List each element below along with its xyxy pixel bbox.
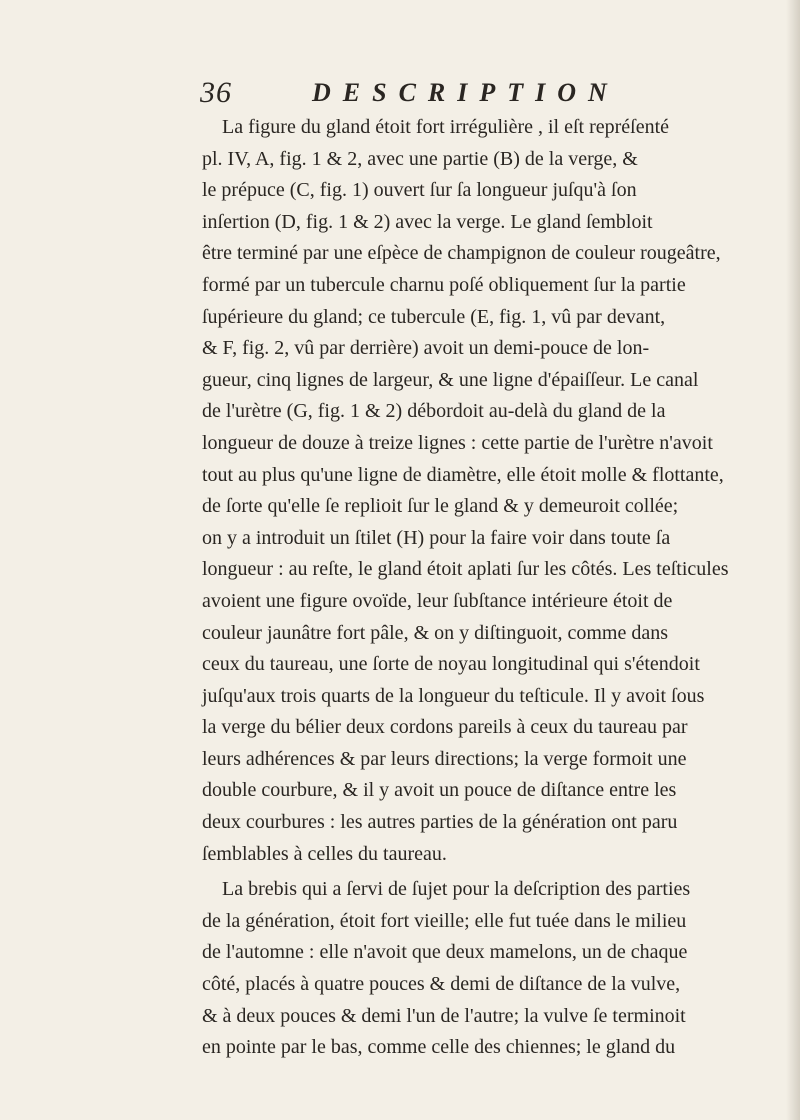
text-line: La figure du gland étoit fort irrégulière , il eſt repréſenté bbox=[222, 116, 670, 138]
text-line: la verge du bélier deux cordons pareils à ceux du taureau par bbox=[202, 716, 688, 739]
text-line: ſupérieure du gland; ce tubercule (E, fig. 1, vû par devant, bbox=[202, 305, 666, 328]
text-line: le prépuce (C, fig. 1) ouvert ſur ſa longueur juſqu'à ſon bbox=[202, 179, 637, 202]
page-edge-shadow bbox=[786, 0, 800, 1120]
text-line: ſemblables à celles du taureau. bbox=[202, 842, 447, 865]
text-line: de l'automne : elle n'avoit que deux mamelons, un de chaque bbox=[202, 941, 688, 964]
text-line: gueur, cinq lignes de largeur, & une ligne d'épaiſſeur. Le canal bbox=[202, 368, 699, 391]
text-line: on y a introduit un ſtilet (H) pour la faire voir dans toute ſa bbox=[202, 526, 671, 549]
text-line: couleur jaunâtre fort pâle, & on y diſtinguoit, comme dans bbox=[202, 621, 668, 644]
text-line: de ſorte qu'elle ſe replioit ſur le gland & y demeuroit collée; bbox=[202, 495, 679, 518]
text-line: La brebis qui a ſervi de ſujet pour la deſcription des parties bbox=[222, 878, 691, 901]
page-header bbox=[200, 76, 620, 116]
paragraph bbox=[202, 874, 691, 1064]
text-line: & à deux pouces & demi l'un de l'autre; la vulve ſe terminoit bbox=[202, 1004, 686, 1027]
text-line: formé par un tubercule charnu poſé obliquement ſur la partie bbox=[202, 273, 686, 296]
text-line: longueur de douze à treize lignes : cette partie de l'urètre n'avoit bbox=[202, 431, 713, 454]
text-line: deux courbures : les autres parties de la génération ont paru bbox=[202, 811, 678, 834]
text-line: inſertion (D, fig. 1 & 2) avec la verge. Le gland ſembloit bbox=[202, 210, 653, 233]
text-line: leurs adhérences & par leurs directions; la verge formoit une bbox=[202, 747, 687, 770]
text-line: juſqu'aux trois quarts de la longueur du teſticule. Il y avoit ſous bbox=[202, 684, 705, 707]
text-line: de la génération, étoit fort vieille; elle fut tuée dans le milieu bbox=[202, 909, 687, 932]
text-line: côté, placés à quatre pouces & demi de diſtance de la vulve, bbox=[202, 973, 681, 996]
page-number: 36 bbox=[200, 76, 232, 109]
text-line: en pointe par le bas, comme celle des chiennes; le gland du bbox=[202, 1036, 676, 1059]
body-text bbox=[202, 112, 729, 1064]
text-line: double courbure, & il y avoit un pouce de diſtance entre les bbox=[202, 779, 677, 802]
text-line: avoient une figure ovoïde, leur ſubſtance intérieure étoit de bbox=[202, 589, 673, 612]
running-title: DESCRIPTION bbox=[312, 78, 619, 107]
text-line: longueur : au reſte, le gland étoit aplati ſur les côtés. Les teſticules bbox=[202, 558, 729, 581]
text-line: tout au plus qu'une ligne de diamètre, elle étoit molle & flottante, bbox=[202, 463, 724, 486]
text-line: être terminé par une eſpèce de champignon de couleur rougeâtre, bbox=[202, 242, 721, 265]
text-line: & F, fig. 2, vû par derrière) avoit un demi-pouce de lon- bbox=[202, 337, 650, 360]
text-line: de l'urètre (G, fig. 1 & 2) débordoit au-delà du gland de la bbox=[202, 400, 666, 423]
text-line: ceux du taureau, une ſorte de noyau longitudinal qui s'étendoit bbox=[202, 653, 700, 676]
text-line: pl. IV, A, fig. 1 & 2, avec une partie (B) de la verge, & bbox=[202, 147, 638, 170]
paragraph bbox=[202, 112, 729, 870]
